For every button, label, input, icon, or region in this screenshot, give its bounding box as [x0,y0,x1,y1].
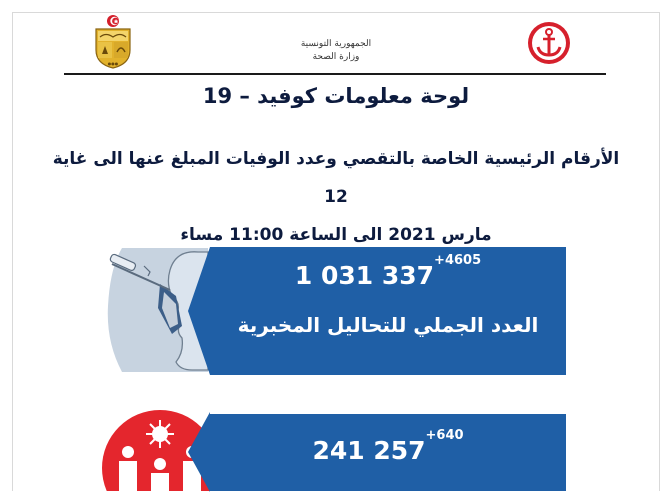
card-pointer [188,247,210,375]
ministry-name: وزارة الصحة [312,52,360,62]
report-subtitle [40,140,632,254]
deaths-delta: +640 [425,428,464,443]
subtitle-line-2: مارس 2021 الى الساعة 11:00 مساء [180,225,492,245]
deaths-card [210,414,566,491]
total-tests-delta: +4605 [434,253,482,268]
total-tests-card [210,247,566,375]
subtitle-line-1: الأرقام الرئيسية الخاصة بالتقصي وعدد الوفيات المبلغ عنها الى غاية 12 [52,149,620,207]
government-header [236,38,436,64]
card-pointer [188,412,210,492]
dashboard-title: لوحة معلومات كوفيد – 19 [202,84,470,108]
country-name: الجمهورية التونسية [300,39,372,49]
header-divider [64,73,606,75]
total-tests-number: 1 031 337 [294,261,435,290]
deaths-number: 241 257 [312,436,426,465]
red-anchor-logo-icon [526,20,572,66]
deaths-value [210,428,566,465]
total-tests-value [210,253,566,290]
svg-text:●●●: ●●● [107,61,119,66]
tunisia-coat-of-arms-icon [90,14,136,70]
total-tests-label: العدد الجملي للتحاليل المخبرية [237,313,539,337]
